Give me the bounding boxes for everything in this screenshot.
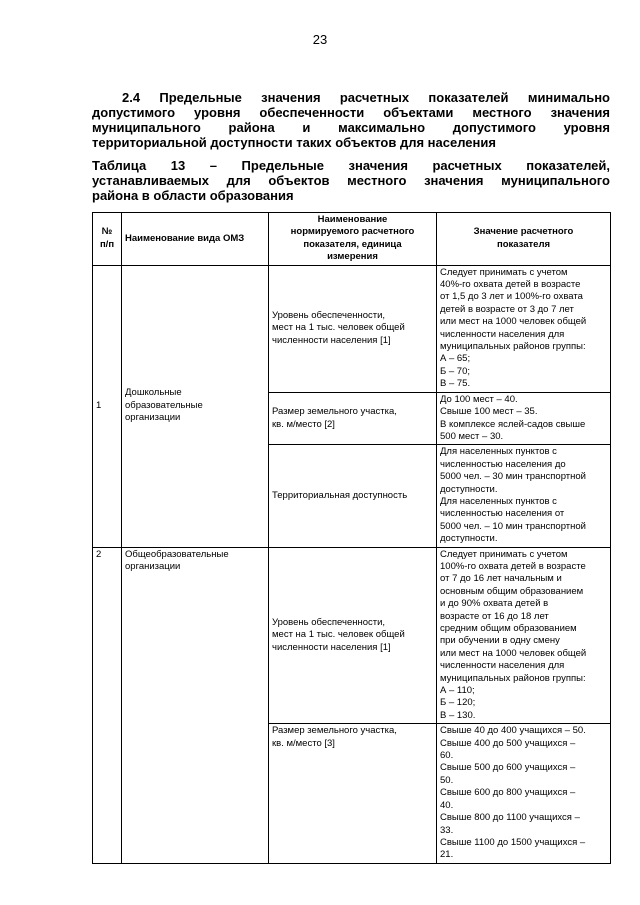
cell-line: от 1,5 до 3 лет и 100%-го охвата — [440, 291, 583, 303]
value-cell — [437, 392, 611, 445]
cell-line: средним общим образованием — [440, 623, 577, 634]
heading-line: муниципального района и максимально допустимого уровня — [92, 120, 610, 135]
caption-line: устанавливаемых для объектов местного значения муниципального — [92, 173, 610, 188]
value-cell — [437, 265, 611, 392]
indicator-cell — [269, 445, 437, 547]
cell-line: Уровень обеспеченности, — [272, 616, 386, 628]
cell-line: Следует принимать с учетом — [440, 266, 568, 278]
table-row — [93, 265, 611, 392]
cell-line: детей в возрасте от 3 до 7 лет — [440, 303, 574, 315]
cell-line: Свыше 800 до 1100 учащихся – — [440, 812, 580, 824]
cell-line: Для населенных пунктов с — [440, 446, 557, 458]
cell-line: 60. — [440, 750, 454, 762]
value-cell — [437, 724, 611, 863]
cell-line: 33. — [440, 824, 454, 836]
header-indicator-line: Наименование — [317, 214, 388, 225]
header-value-line: показателя — [496, 238, 551, 250]
omz-type-cell — [122, 547, 269, 863]
cell-line: численностью населения до — [440, 458, 566, 470]
cell-line: В – 75. — [440, 378, 471, 390]
header-num-line: № — [101, 226, 113, 238]
cell-line: образовательные — [125, 399, 203, 411]
cell-line: В комплексе яслей-садов свыше — [440, 418, 586, 430]
cell-line: Свыше 400 до 500 учащихся – — [440, 737, 576, 749]
cell-line: А – 110; — [440, 685, 475, 697]
header-value — [437, 213, 611, 266]
header-omz-type — [122, 213, 269, 266]
cell-line: Свыше 100 мест – 35. — [440, 406, 538, 418]
cell-line: 40%-го охвата детей в возрасте — [440, 279, 581, 291]
caption-line: района в области образования — [92, 188, 294, 203]
cell-line: или мест на 1000 человек общей — [440, 316, 587, 328]
cell-line: при обучении в одну смену — [440, 635, 560, 647]
cell-line: численностью населения от — [440, 508, 565, 520]
indicator-cell — [269, 547, 437, 724]
value-cell — [437, 445, 611, 547]
cell-line: численности населения для — [440, 660, 565, 672]
cell-line: или мест на 1000 человек общей — [440, 647, 587, 659]
cell-line: Свыше 1100 до 1500 учащихся – — [440, 836, 586, 848]
cell-line: 500 мест – 30. — [440, 430, 504, 442]
cell-line: 5000 чел. – 10 мин транспортной — [440, 520, 586, 532]
cell-line: муниципальных районов группы: — [440, 341, 586, 353]
cell-line: 5000 чел. – 30 мин транспортной — [440, 471, 586, 483]
caption-line: Таблица 13 – Предельные значения расчетных показателей, — [92, 158, 610, 173]
cell-line: кв. м/место [2] — [272, 418, 335, 430]
cell-line: доступности. — [440, 533, 498, 545]
cell-line: Размер земельного участка, — [272, 406, 397, 418]
cell-line: и до 90% охвата детей в — [440, 598, 549, 610]
cell-line: муниципальных районов группы: — [440, 672, 586, 684]
header-omz-type-line: Наименование вида ОМЗ — [125, 232, 245, 244]
cell-line: 21. — [440, 849, 454, 861]
header-indicator-line: нормируемого расчетного — [290, 226, 415, 238]
cell-line: Уровень обеспеченности, — [272, 310, 386, 322]
cell-line: Свыше 600 до 800 учащихся – — [440, 787, 576, 799]
cell-line: организации — [125, 412, 181, 424]
table-caption — [92, 158, 610, 203]
cell-line: Б – 120; — [440, 697, 476, 709]
header-num-line: п/п — [99, 238, 115, 250]
education-indicators-table — [92, 212, 611, 864]
row-number: 2 — [93, 547, 122, 863]
cell-line: Для населенных пунктов с — [440, 495, 557, 507]
section-heading — [92, 90, 610, 150]
cell-line: доступности. — [440, 483, 498, 495]
value-cell — [437, 547, 611, 724]
header-indicator-line: показателя, единица — [303, 238, 402, 250]
indicator-cell — [269, 392, 437, 445]
heading-line: допустимого уровня обеспеченности объектами местного значения — [92, 105, 610, 120]
row-number: 1 — [93, 265, 122, 547]
cell-line: Следует принимать с учетом — [440, 548, 568, 560]
heading-line: 2.4 Предельные значения расчетных показателей минимально — [122, 90, 610, 105]
header-num — [93, 213, 122, 266]
cell-line: Общеобразовательные — [125, 548, 229, 560]
cell-line: 50. — [440, 774, 454, 786]
cell-line: мест на 1 тыс. человек общей — [272, 629, 405, 641]
table-header-row — [93, 213, 611, 266]
page-number: 23 — [312, 32, 328, 47]
cell-line: До 100 мест – 40. — [440, 393, 518, 405]
cell-line: численности населения [1] — [272, 641, 391, 653]
cell-line: 40. — [440, 799, 454, 811]
cell-line: численности населения для — [440, 328, 565, 340]
header-value-line: Значение расчетного — [473, 226, 574, 238]
table-row — [93, 547, 611, 724]
cell-line: кв. м/место [3] — [272, 737, 335, 749]
cell-line: мест на 1 тыс. человек общей — [272, 322, 405, 334]
cell-line: Свыше 40 до 400 учащихся – 50. — [440, 725, 586, 737]
cell-line: основным общим образованием — [440, 585, 584, 597]
cell-line: А – 65; — [440, 353, 471, 365]
heading-line: территориальной доступности таких объектов для населения — [92, 135, 496, 150]
header-indicator-line: измерения — [327, 251, 378, 263]
omz-type-cell — [122, 265, 269, 547]
cell-line: Дошкольные — [125, 387, 182, 399]
cell-line: Территориальная доступность — [272, 489, 408, 501]
cell-line: численности населения [1] — [272, 334, 391, 346]
indicator-cell — [269, 265, 437, 392]
indicator-cell — [269, 724, 437, 863]
header-indicator — [269, 213, 437, 266]
cell-line: Размер земельного участка, — [272, 725, 397, 737]
cell-line: от 7 до 16 лет начальным и — [440, 573, 562, 585]
cell-line: возрасте от 16 до 18 лет — [440, 610, 549, 622]
cell-line: организации — [125, 560, 181, 572]
cell-line: Свыше 500 до 600 учащихся – — [440, 762, 576, 774]
cell-line: Б – 70; — [440, 365, 471, 377]
cell-line: В – 130. — [440, 709, 476, 721]
cell-line: 100%-го охвата детей в возрасте — [440, 560, 586, 572]
